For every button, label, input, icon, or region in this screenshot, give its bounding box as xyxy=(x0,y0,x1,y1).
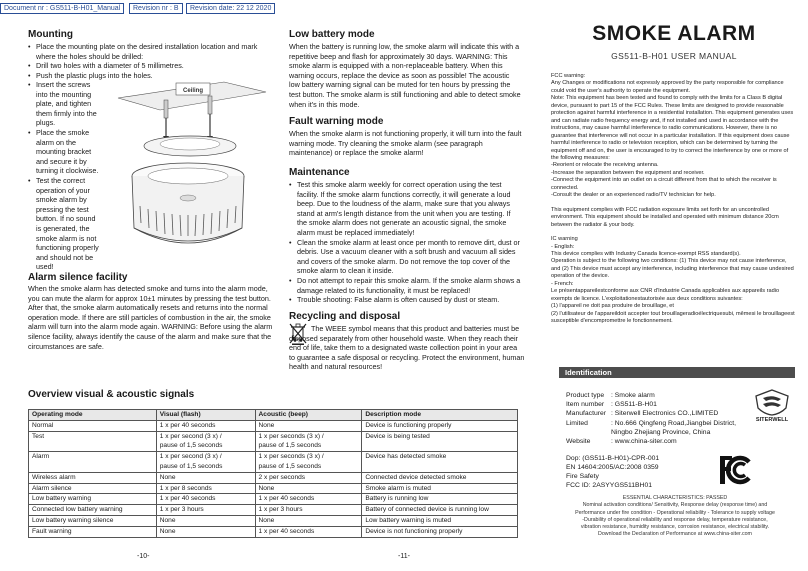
cell-mode: Normal xyxy=(29,420,157,431)
ic-line: (2) l'utilisateur de l'appareildoit accepter tout brouillageradioélectriquesubi, mêmesi le brouillageest susceptible d'encompromettre le fonctionnement. xyxy=(551,310,795,325)
fcc-line: -Increase the separation between the equipment and receiver. xyxy=(551,169,705,176)
fcc-line: Any Changes or modifications not expressly approved by the party responsible for compliance could void the user's authority to operate the equipment. xyxy=(551,80,784,94)
cell-description: Battery is running low xyxy=(362,494,518,505)
mounting-step-4: • Insert the screws into the mounting plate, and tighten them firmly into the plugs. xyxy=(28,80,100,128)
cell-acoustic: None xyxy=(255,483,362,494)
document-number: Document nr : GS511-B-H01_Manual xyxy=(0,3,124,14)
ident-value: : Siterwell Electronics CO.,LIMITED xyxy=(611,410,719,417)
ident-value: : www.china-siter.com xyxy=(611,438,677,445)
cell-description: Battery of connected device is running low xyxy=(362,505,518,516)
table-row xyxy=(29,431,518,452)
mounting-step-2: • Drill two holes with a diameter of 5 millimetres. xyxy=(28,61,263,71)
ident-value: : GS511-B-H01 xyxy=(611,401,657,408)
mounting-step-6: • Test the correct operation of your smoke alarm by pressing the test button. If no sound is generated, the smoke alarm is not functioning properly and should not be used! xyxy=(28,176,100,272)
essential-line: -Durability of operational reliability and response delay, temperature resistance, xyxy=(582,516,768,523)
fault-warning-text: When the smoke alarm is not functioning properly, it will turn into the fault warning mode. Try cleaning the smoke alarm (see paragraph maintenance) or replace the smoke alarm! xyxy=(289,129,522,158)
alarm-silence-text: When the smoke alarm has detected smoke and turns into the alarm mode, you can mute the alarm for approx 10±1 minutes by pressing the test button. After that, the smoke alarm automatically resets and returns into the normal operation mode. If there are still particles of combustion in the air, the smoke alarm will turn into the alarm mode again. WARNING: Before using the alarm silence facility, always identify the cause of the alarm and make sure that the circumstances are safe. xyxy=(28,284,273,351)
maintenance-list xyxy=(289,180,522,305)
cell-description: Device is being tested xyxy=(362,431,518,452)
low-battery-text: When the battery is running low, the smoke alarm will indicate this with a repetitive beep and flash for approximately 30 days. WARNING: This smoke alarm is equipped with a non-replaceable battery. When this warning occurs, replace the device as soon as possible! The acoustic low battery warning signal can be muted for ten hours by pressing the test button. The smoke alarm is still functioning and able to detect smoke when it's in this mode. xyxy=(289,42,521,109)
maintenance-item-4: • Trouble shooting: False alarm is often caused by dust or steam. xyxy=(289,295,522,305)
cell-mode: Low battery warning silence xyxy=(29,515,157,526)
dop-line: Fire Safety xyxy=(566,473,599,480)
maintenance-item-1: • Test this smoke alarm weekly for correct operation using the test facility. If the smoke alarm functions correctly, it will generate a loud beep. Due to the loudness of the alarm, make sure that you always stand at arm's length distance from the unit when you are testing. If the smoke alarm does not generate an acoustic signal, the smoke alarm must be replaced immediately! xyxy=(289,180,522,238)
overview-title: Overview visual & acoustic signals xyxy=(28,389,195,400)
cell-acoustic: None xyxy=(255,420,362,431)
cell-mode: Wireless alarm xyxy=(29,472,157,483)
ident-label: Limited xyxy=(566,420,588,427)
identification-title: Identification xyxy=(559,367,795,378)
cell-mode: Alarm xyxy=(29,452,157,473)
ident-value: : Smoke alarm xyxy=(611,392,655,399)
essential-line: vibration resistance, humidity resistance, corrosion resistance, electrical stability. xyxy=(580,524,770,531)
mounting-title: Mounting xyxy=(28,29,73,40)
ident-label: Item number xyxy=(566,401,605,408)
ident-value: : No.666 Qingfeng Road,Jiangbei District, xyxy=(611,420,737,427)
cell-acoustic: 1 x per 40 seconds xyxy=(255,494,362,505)
ic-line: Operation is subject to the following two conditions: (1) This device may not cause interference, and (2) This device must accept any interference, including interference that may cause undesired operation of the device. xyxy=(551,258,794,280)
revision-number: Revision nr : B xyxy=(129,3,183,14)
cell-visual: None xyxy=(156,472,255,483)
cell-mode: Low battery warning xyxy=(29,494,157,505)
cell-acoustic: 1 x per seconds (3 x) / pause of 1,5 seconds xyxy=(255,452,362,473)
table-row xyxy=(29,526,518,537)
cell-acoustic: None xyxy=(255,515,362,526)
essential-title: ESSENTIAL CHARACTERISTICS: PASSED xyxy=(622,495,728,501)
cell-description: Device is functioning properly xyxy=(362,420,518,431)
cell-visual: 1 x per second (3 x) / pause of 1,5 seconds xyxy=(156,452,255,473)
product-subtitle: GS511-B-H01 USER MANUAL xyxy=(611,51,737,61)
ic-line: Le présentappareilestconforme aux CNR d'Industrie Canada applicables aux appareils radio exempts de licence. L'exploitationestautorisée aux deux conditions suivantes: xyxy=(551,288,780,302)
fcc-ic-warnings xyxy=(551,73,797,326)
header-operating-mode: Operating mode xyxy=(29,410,157,421)
siterwell-wordmark: SITERWELL xyxy=(755,417,789,422)
cell-visual: None xyxy=(156,526,255,537)
alarm-silence-title: Alarm silence facility xyxy=(28,272,128,283)
cell-visual: 1 x per 3 hours xyxy=(156,505,255,516)
smoke-alarm-mounting-illustration xyxy=(104,78,270,266)
mounting-step-1: • Place the mounting plate on the desired installation location and mark where the holes should be drilled: xyxy=(28,42,263,61)
header-description: Description mode xyxy=(362,410,518,421)
dop-line: FCC ID: 2ASYYGS511BH01 xyxy=(566,482,653,489)
cell-description: Device is not functioning properly xyxy=(362,526,518,537)
cell-visual: None xyxy=(156,515,255,526)
cell-acoustic: 1 x per 3 hours xyxy=(255,505,362,516)
page-number-left: -10- xyxy=(137,553,150,560)
ic-line: This device complies with Industry Canada licence-exempt RSS standard(s). xyxy=(551,250,741,257)
table-row xyxy=(29,505,518,516)
table-row xyxy=(29,420,518,431)
cell-visual: 1 x per 40 seconds xyxy=(156,494,255,505)
table-row xyxy=(29,515,518,526)
spacer xyxy=(551,200,797,207)
mounting-step-3: • Push the plastic plugs into the holes. xyxy=(28,71,263,81)
cell-acoustic: 1 x per seconds (3 x) / pause of 1,5 seconds xyxy=(255,431,362,452)
cell-mode: Alarm silence xyxy=(29,483,157,494)
header-visual: Visual (flash) xyxy=(156,410,255,421)
cell-description: Low battery warning is muted xyxy=(362,515,518,526)
ic-line: IC warning xyxy=(551,236,578,243)
cell-description: Smoke alarm is muted xyxy=(362,483,518,494)
cell-mode: Test xyxy=(29,431,157,452)
fcc-line: -Reorient or relocate the receiving antenna. xyxy=(551,162,659,169)
maintenance-item-2: • Clean the smoke alarm at least once per month to remove dirt, dust or debris. Use a vacuum cleaner with a soft brush and vacuum all sides and covers of the smoke alarm. Do not remove the top cover of the smoke alarm to clean it inside. xyxy=(289,238,522,276)
table-header-row xyxy=(29,410,518,421)
dop-line: EN 14604:2005/AC:2008 0359 xyxy=(566,464,659,471)
essential-characteristics xyxy=(559,495,791,539)
fcc-logo xyxy=(716,454,756,486)
ident-label: Manufacturer xyxy=(566,410,607,417)
cell-description: Device has detected smoke xyxy=(362,452,518,473)
cell-visual: 1 x per second (3 x) / pause of 1,5 seconds xyxy=(156,431,255,452)
ic-line: (1) l'appareil ne doit pas produire de brouillage, et xyxy=(551,303,674,310)
fcc-line: FCC warning: xyxy=(551,73,586,79)
recycling-title: Recycling and disposal xyxy=(289,311,401,322)
recycling-text: The WEEE symbol means that this product and batteries must be disposed separately from other household waste. When they reach their end of life, take them to a designated waste collection point in your area to guarantee a safe disposal or recycling. Protect the environment, human health and natural resources! xyxy=(289,324,525,372)
cell-mode: Fault warning xyxy=(29,526,157,537)
header-acoustic: Acoustic (beep) xyxy=(255,410,362,421)
cell-mode: Connected low battery warning xyxy=(29,505,157,516)
ic-line: - French: xyxy=(551,280,574,287)
page-number-middle: -11- xyxy=(398,553,410,560)
table-row xyxy=(29,494,518,505)
table-row xyxy=(29,483,518,494)
fcc-line: Note: This equipment has been tested and found to comply with the limits for a Class B digital device, pursuant to part 15 of the FCC Rules. These limits are designed to provide reasonable protection against harmful interference in a residential installation. This equipment generates uses and can radiate radio frequency energy and, if not installed and used in accordance with the instructions, may cause harmful interference to radio communications. However, there is no guarantee that interference will not occur in a particular installation. If this equipment does cause harmful interference to radio or television reception, which can be determined by turning the equipment off and on, the user is encouraged to try to correct the interference by one or more of the following measures: xyxy=(551,95,794,161)
maintenance-item-3: • Do not attempt to repair this smoke alarm. If the smoke alarm shows a damage related to its functionality, it must be replaced! xyxy=(289,276,522,295)
essential-line: Performance under fire condition - Operational reliability - Tolerance to supply voltage xyxy=(575,509,775,516)
ident-label: Website xyxy=(566,438,591,445)
cell-acoustic: 2 x per seconds xyxy=(255,472,362,483)
signals-table xyxy=(28,409,518,538)
siterwell-logo xyxy=(747,388,797,422)
dop-line: Dop: (GS511-B-H01)-CPR-001 xyxy=(566,455,660,462)
cell-visual: 1 x per 40 seconds xyxy=(156,420,255,431)
mounting-step-5: • Place the smoke alarm on the mounting bracket and secure it by turning it clockwise. xyxy=(28,128,100,176)
cell-description: Connected device detected smoke xyxy=(362,472,518,483)
fault-warning-title: Fault warning mode xyxy=(289,116,384,127)
ident-label: Product type xyxy=(566,392,605,399)
ic-line: - English: xyxy=(551,243,575,250)
cell-acoustic: 1 x per 40 seconds xyxy=(255,526,362,537)
mounting-list-cont xyxy=(28,80,100,272)
ceiling-label: Ceiling xyxy=(182,88,204,94)
table-row xyxy=(29,452,518,473)
low-battery-title: Low battery mode xyxy=(289,29,375,40)
maintenance-title: Maintenance xyxy=(289,167,350,178)
essential-line: Nominal activation conditions/ Sensitivity, Response delay (response time) and xyxy=(582,502,768,509)
fcc-line: -Consult the dealer or an experienced radio/TV technician for help. xyxy=(551,192,716,199)
ident-value: Ningbo Zhejiang Province, China xyxy=(611,429,711,436)
essential-line: Download the Declaration of Performance at www.china-siter.com xyxy=(598,531,752,538)
table-row xyxy=(29,472,518,483)
spacer xyxy=(551,229,797,236)
product-title: SMOKE ALARM xyxy=(592,22,756,45)
fcc-line: This equipment complies with FCC radiation exposure limits set forth for an uncontrolled environment. This equipment should be installed and operated with minimum distance 20cm between the radiator & your body. xyxy=(551,206,779,228)
revision-date: Revision date: 22 12 2020 xyxy=(186,3,275,14)
cell-visual: 1 x per 8 seconds xyxy=(156,483,255,494)
fcc-line: -Connect the equipment into an outlet on a circuit different from that to which the receiver is connected. xyxy=(551,177,777,191)
mounting-list xyxy=(28,42,263,80)
